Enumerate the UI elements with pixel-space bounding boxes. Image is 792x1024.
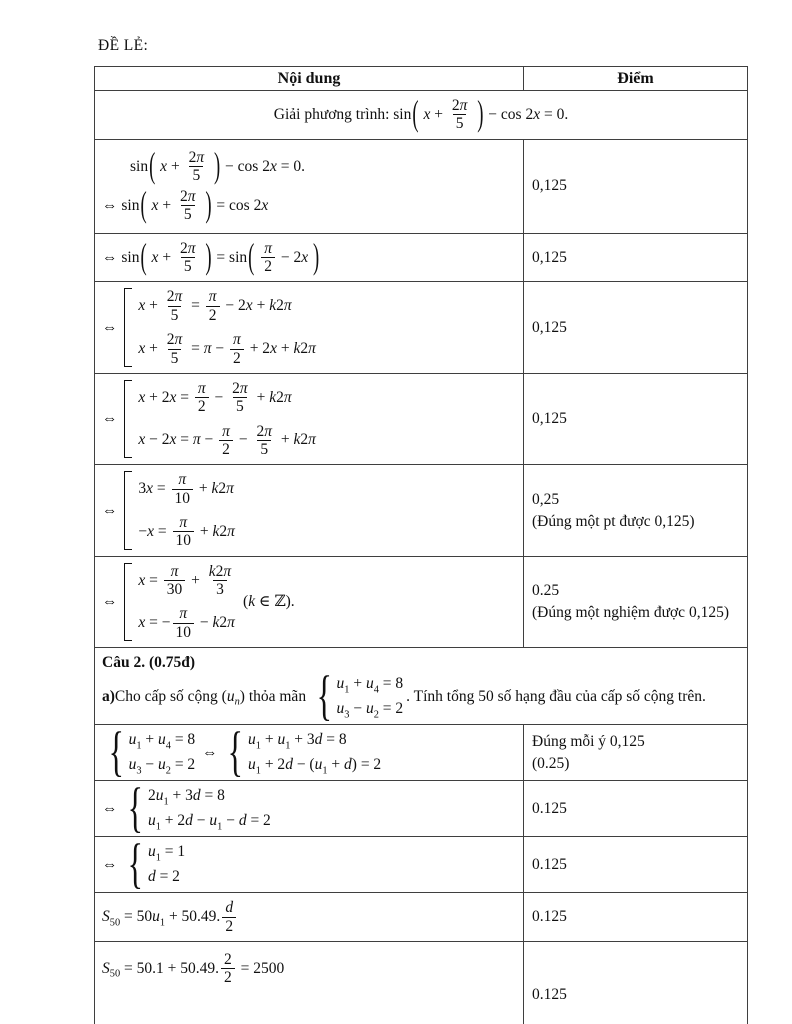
subscript: 1 bbox=[255, 765, 261, 777]
fraction: $\frac{2\pi}{5}$ bbox=[232, 379, 248, 416]
subscript: 2 bbox=[373, 709, 379, 721]
points-value: (0.25) bbox=[532, 754, 570, 772]
content-cell bbox=[95, 833, 524, 896]
equation-system bbox=[124, 288, 315, 366]
math-expression: u 1 + u 4 = 8 bbox=[128, 731, 196, 752]
square-bracket bbox=[124, 380, 132, 458]
big-left-paren: ( bbox=[248, 236, 255, 278]
answer-table-body bbox=[95, 91, 748, 1024]
points-value: (Đúng một nghiệm được 0,125) bbox=[532, 603, 729, 621]
content-line bbox=[102, 951, 516, 987]
big-left-paren: ( bbox=[149, 145, 156, 187]
subscript: 1 bbox=[285, 740, 291, 752]
fraction: $\frac{2\pi}{5}$ bbox=[179, 239, 196, 276]
content-line bbox=[102, 288, 516, 366]
points-value: Đúng mỗi ý 0,125 bbox=[532, 733, 645, 750]
subscript: 2 bbox=[165, 765, 171, 777]
big-right-paren: ) bbox=[213, 145, 221, 187]
fraction: $\frac{d}{2}$ bbox=[222, 899, 236, 935]
points-value: (Đúng một pt được 0,125) bbox=[532, 512, 695, 530]
math-expression: u 1 + u 4 = 8 bbox=[336, 675, 404, 696]
subscript: 1 bbox=[136, 740, 142, 752]
math-expression: x = $\frac{\pi}{30}$ + $\frac{k2\pi}{3}$ bbox=[138, 563, 236, 599]
math-expression: x + 2 x = $\frac{\pi}{2}$ − $\frac{2\pi}{5}$ + k 2 π bbox=[138, 379, 292, 416]
big-right-paren: ) bbox=[477, 93, 484, 135]
math-expression: 2 u 1 + 3 d = 8 bbox=[147, 787, 225, 808]
subscript: 4 bbox=[373, 684, 379, 696]
content-line bbox=[102, 471, 516, 549]
content-cell bbox=[95, 648, 748, 728]
content-line bbox=[102, 833, 516, 896]
math-expression: u n bbox=[226, 687, 240, 708]
math-expression: ⇔ bbox=[102, 318, 122, 336]
table-row bbox=[95, 893, 748, 942]
content-cell bbox=[95, 777, 524, 840]
table-row bbox=[95, 781, 748, 837]
bold-text: a) bbox=[102, 687, 115, 705]
fraction: $\frac{2\pi}{5}$ bbox=[451, 97, 468, 133]
fraction: $\frac{2\pi}{5}$ bbox=[179, 187, 196, 224]
math-expression: x + $\frac{2\pi}{5}$ = π − $\frac{\pi}{2}$ + 2 x + k 2 π bbox=[138, 331, 316, 367]
math-expression: 3 x = $\frac{\pi}{10}$ + k 2 π bbox=[138, 471, 234, 507]
column-header-content: Nội dung bbox=[95, 67, 524, 91]
content-line bbox=[102, 93, 740, 135]
points-value: 0.125 bbox=[532, 799, 567, 817]
points-cell bbox=[524, 373, 748, 464]
points-cell bbox=[524, 781, 748, 837]
points-value: 0,25 bbox=[532, 490, 560, 508]
fraction: $\frac{\pi}{2}$ bbox=[219, 423, 233, 459]
content-cell bbox=[95, 373, 524, 464]
text: Giải phương trình: bbox=[273, 105, 394, 123]
big-left-paren: ( bbox=[412, 93, 419, 135]
text: ) thỏa mãn bbox=[239, 687, 310, 705]
subscript: 3 bbox=[344, 709, 350, 721]
content-line bbox=[130, 145, 516, 187]
math-expression: u 1 = 1 bbox=[147, 843, 186, 864]
table-row bbox=[95, 139, 748, 233]
content-line bbox=[102, 654, 740, 672]
points-cell bbox=[524, 233, 748, 282]
big-left-paren: ( bbox=[140, 236, 147, 278]
curly-brace: { bbox=[127, 777, 144, 840]
points-value: 0.25 bbox=[532, 582, 560, 600]
subscript: 1 bbox=[163, 796, 169, 808]
content-line bbox=[102, 777, 516, 840]
content-cell bbox=[95, 91, 748, 140]
fraction: $\frac{\pi}{10}$ bbox=[173, 605, 195, 641]
table-row bbox=[95, 233, 748, 282]
points-value: 0.125 bbox=[532, 908, 567, 926]
math-expression: ⇔ bbox=[102, 799, 122, 817]
points-value: 0,125 bbox=[532, 410, 567, 428]
math-expression: S 50 = 50 u 1 + 50.49. $\frac{d}{2}$ bbox=[102, 899, 238, 935]
column-header-points: Điểm bbox=[524, 67, 748, 91]
math-expression: ⇔ sin ( x + $\frac{2\pi}{5}$ ) = sin ( $\frac{\pi}{2}$ − 2 x ) bbox=[102, 236, 320, 278]
points-value: 0,125 bbox=[532, 177, 567, 195]
content-cell bbox=[95, 556, 524, 647]
bold-text: Câu 2. (0.75đ) bbox=[102, 654, 196, 672]
equation-system bbox=[313, 665, 404, 728]
math-expression: sin ( x + $\frac{2\pi}{5}$ ) − cos 2 x = 0. bbox=[130, 145, 305, 187]
answer-key-table bbox=[94, 66, 748, 1024]
math-expression: d = 2 bbox=[147, 868, 180, 886]
big-right-paren: ) bbox=[205, 184, 212, 226]
fraction: $\frac{\pi}{10}$ bbox=[172, 471, 194, 507]
fraction: $\frac{\pi}{2}$ bbox=[195, 380, 209, 416]
math-expression: sin ( x + $\frac{2\pi}{5}$ ) − cos 2 x = 0. bbox=[393, 93, 569, 135]
subscript: 1 bbox=[344, 684, 350, 696]
points-cell bbox=[524, 282, 748, 373]
fraction: $\frac{k2\pi}{3}$ bbox=[208, 562, 232, 599]
math-expression: x = − $\frac{\pi}{10}$ − k 2 π bbox=[138, 605, 235, 641]
points-cell bbox=[524, 556, 748, 647]
math-expression: x − 2 x = π − $\frac{\pi}{2}$ − $\frac{2\pi}{5}$ + k 2 π bbox=[138, 422, 316, 458]
content-line bbox=[102, 899, 516, 935]
fraction: $\frac{\pi}{10}$ bbox=[173, 514, 195, 550]
math-expression: ⇔ sin ( x + $\frac{2\pi}{5}$ ) = cos 2 x bbox=[102, 184, 269, 226]
equation-system bbox=[224, 721, 382, 784]
math-expression: u 3 − u 2 = 2 bbox=[128, 756, 196, 777]
math-expression: ⇔ bbox=[102, 410, 122, 428]
math-expression: u 1 + u 1 + 3 d = 8 bbox=[248, 731, 347, 752]
equation-system bbox=[124, 563, 236, 641]
text: . Tính tổng 50 số hạng đầu của cấp số cộng trên. bbox=[406, 687, 706, 705]
document-title: ĐỀ LẺ: bbox=[98, 37, 149, 54]
square-bracket bbox=[124, 288, 132, 366]
equation-system bbox=[105, 721, 196, 784]
curly-brace: { bbox=[228, 721, 244, 784]
square-bracket bbox=[124, 471, 132, 549]
subscript: 1 bbox=[255, 740, 261, 752]
subscript: 1 bbox=[159, 917, 166, 929]
table-row bbox=[95, 556, 748, 647]
text: Cho cấp số cộng ( bbox=[114, 687, 227, 705]
fraction: $\frac{\pi}{2}$ bbox=[206, 288, 220, 324]
points-cell bbox=[524, 837, 748, 893]
table-row bbox=[95, 725, 748, 781]
table-row bbox=[95, 373, 748, 464]
math-expression: u 1 + 2 d − u 1 − d = 2 bbox=[147, 812, 271, 833]
big-left-paren: ( bbox=[140, 184, 147, 226]
equation-system bbox=[124, 380, 315, 458]
math-expression: S 50 = 50.1 + 50.49. $\frac{2}{2}$ = 2500 bbox=[102, 950, 285, 987]
table-row bbox=[95, 282, 748, 373]
points-value: 0,125 bbox=[532, 318, 567, 336]
table-row bbox=[95, 941, 748, 1024]
content-cell bbox=[95, 893, 524, 942]
points-cell bbox=[524, 139, 748, 233]
subscript: 4 bbox=[165, 740, 171, 752]
content-line bbox=[102, 380, 516, 458]
fraction: $\frac{\pi}{2}$ bbox=[261, 240, 275, 276]
fraction: $\frac{\pi}{2}$ bbox=[230, 331, 244, 367]
subscript: 1 bbox=[155, 821, 161, 833]
subscript: 1 bbox=[322, 765, 328, 777]
points-value: 0.125 bbox=[532, 855, 567, 873]
curly-brace: { bbox=[316, 665, 332, 728]
content-line bbox=[102, 563, 516, 641]
points-cell bbox=[524, 893, 748, 942]
table-row bbox=[95, 648, 748, 725]
subscript: 50 bbox=[109, 968, 121, 980]
math-expression: x + $\frac{2\pi}{5}$ = $\frac{\pi}{2}$ − 2 x + k 2 π bbox=[138, 288, 292, 324]
content-cell bbox=[95, 941, 524, 1024]
subscript: 50 bbox=[109, 917, 121, 929]
big-right-paren: ) bbox=[312, 236, 320, 278]
points-cell bbox=[524, 941, 748, 1024]
math-expression: ⇔ bbox=[102, 855, 122, 873]
table-row bbox=[95, 465, 748, 556]
fraction: $\frac{2\pi}{5}$ bbox=[166, 288, 183, 324]
table-row bbox=[95, 91, 748, 140]
content-cell bbox=[95, 282, 524, 373]
math-expression: ⇔ bbox=[102, 592, 122, 610]
content-cell bbox=[95, 233, 524, 282]
fraction: $\frac{2\pi}{5}$ bbox=[166, 331, 183, 367]
curly-brace: { bbox=[108, 721, 124, 784]
fraction: $\frac{2\pi}{5}$ bbox=[188, 149, 205, 185]
points-value: 0.125 bbox=[532, 985, 567, 1003]
content-cell bbox=[95, 721, 524, 784]
subscript: 3 bbox=[136, 765, 142, 777]
content-cell bbox=[95, 139, 524, 233]
equation-system bbox=[124, 777, 271, 840]
content-cell bbox=[95, 465, 524, 556]
fraction: $\frac{\pi}{30}$ bbox=[164, 563, 186, 599]
math-expression: ( k ∈ ℤ). bbox=[239, 592, 295, 611]
content-line bbox=[102, 236, 516, 278]
math-expression: ⇔ bbox=[198, 743, 222, 761]
points-value: 0,125 bbox=[532, 248, 567, 266]
header-row bbox=[95, 67, 748, 91]
content-line bbox=[102, 184, 516, 226]
fraction: $\frac{2}{2}$ bbox=[221, 951, 235, 987]
content-line bbox=[102, 721, 516, 784]
equation-system bbox=[124, 833, 186, 896]
points-cell bbox=[524, 465, 748, 556]
curly-brace: { bbox=[127, 833, 144, 896]
math-expression: u 1 + 2 d − ( u 1 + d ) = 2 bbox=[248, 756, 382, 777]
fraction: $\frac{2\pi}{5}$ bbox=[256, 422, 272, 458]
math-expression: u 3 − u 2 = 2 bbox=[336, 700, 404, 721]
math-expression: − x = $\frac{\pi}{10}$ + k 2 π bbox=[138, 514, 235, 550]
content-line bbox=[102, 665, 740, 728]
table-row bbox=[95, 837, 748, 893]
math-expression: ⇔ bbox=[102, 501, 122, 519]
subscript: n bbox=[234, 696, 240, 708]
equation-system bbox=[124, 471, 235, 549]
points-cell bbox=[524, 725, 748, 781]
square-bracket bbox=[124, 563, 132, 641]
big-right-paren: ) bbox=[205, 236, 212, 278]
subscript: 1 bbox=[155, 852, 161, 864]
subscript: 1 bbox=[217, 821, 223, 833]
